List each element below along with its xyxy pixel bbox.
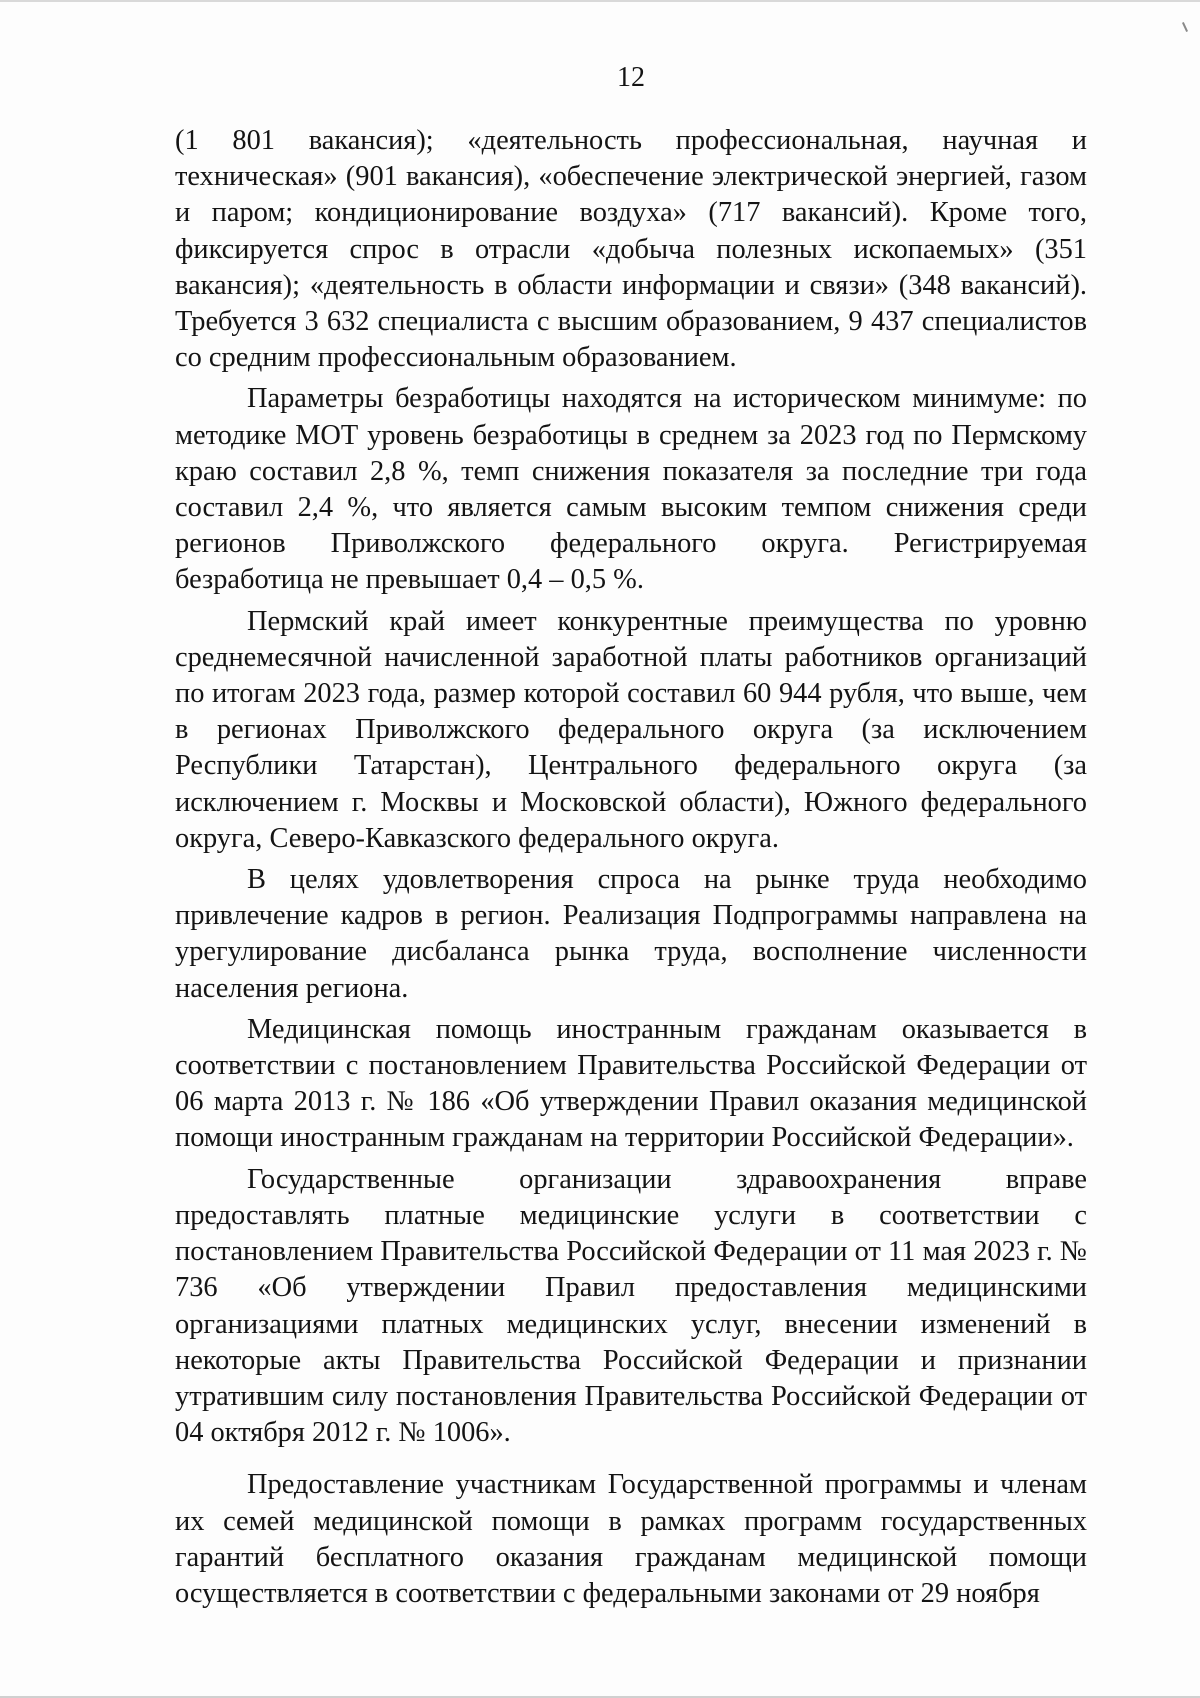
paragraph-wages: Пермский край имеет конкурентные преимущества по уровню среднемесячной начисленной заработной платы работников организаций по итогам 2023 года, размер которой составил 60 944 рубля, что выше, чем в регионах Приволжского федерального округа (за исключением Республики Татарстан), Центрального федерального округа (за исключением г. Москвы и Московской области), Южного федерального округа, Северо-Кавказского федерального округа. — [175, 605, 1087, 854]
scan-mark — [1182, 22, 1188, 32]
document-body — [175, 123, 1087, 1612]
scan-edge-top — [0, 0, 1200, 2]
paragraph-medical-care-participants: Предоставление участникам Государственной программы и членам их семей медицинской помощи в рамках программ государственных гарантий бесплатного оказания гражданам медицинской помощи осуществляется в соответствии с федеральными законами от 29 ноября — [175, 1469, 1087, 1609]
paragraph-vacancies: (1 801 вакансия); «деятельность профессиональная, научная и техническая» (901 вакансия), «обеспечение электрической энергией, газом и паром; кондиционирование воздуха» (717 вакансий). Кроме того, фиксируется спрос в отрасли «добыча полезных ископаемых» (351 вакансия); «деятельность в области информации и связи» (348 вакансий). Требуется 3 632 специалиста с высшим образованием, 9 437 специалистов со средним профессиональным образованием. — [175, 125, 1087, 374]
paragraph-medical-care-foreigners: Медицинская помощь иностранным гражданам оказывается в соответствии с постановлением Правительства Российской Федерации от 06 марта 2013 г. № 186 «Об утверждении Правил оказания медицинской помощи иностранным гражданам на территории Российской Федерации». — [175, 1013, 1087, 1154]
page-number: 12 — [617, 62, 645, 93]
paragraph-labor-demand: В целях удовлетворения спроса на рынке труда необходимо привлечение кадров в регион. Реализация Подпрограммы направлена на урегулирование дисбаланса рынка труда, восполнение численности населения региона. — [175, 864, 1087, 1004]
paragraph-paid-medical-services: Государственные организации здравоохранения вправе предоставлять платные медицинские услуги в соответствии с постановлением Правительства Российской Федерации от 11 мая 2023 г. № 736 «Об утверждении Правил предоставления медицинскими организациями платных медицинских услуг, внесении изменений в некоторые акты Правительства Российской Федерации и признании утратившим силу постановления Правительства Российской Федерации от 04 октября 2012 г. № 1006». — [175, 1163, 1087, 1449]
paragraph-unemployment: Параметры безработицы находятся на историческом минимуме: по методике МОТ уровень безработицы в среднем за 2023 год по Пермскому краю составил 2,8 %, темп снижения показателя за последние три года составил 2,4 %, что является самым высоким темпом снижения среди регионов Приволжского федерального округа. Регистрируемая безработица не превышает 0,4 – 0,5 %. — [175, 383, 1087, 596]
